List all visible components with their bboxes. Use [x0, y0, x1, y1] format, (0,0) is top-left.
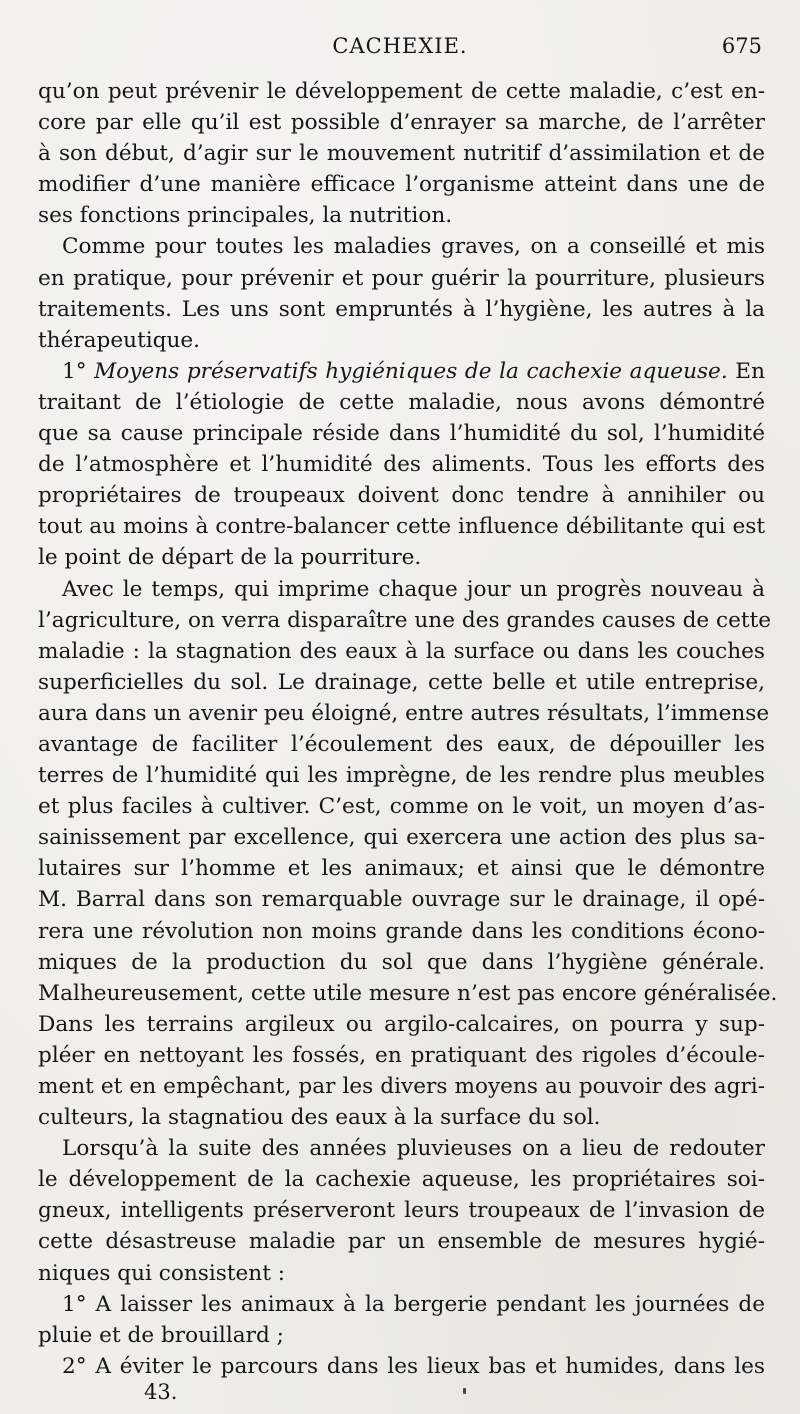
text-line: le point de départ de la pourriture. [38, 545, 422, 571]
text-line: miques de la production du sol que dans l’hygiène générale. [38, 949, 765, 975]
text-line: maladie : la stagnation des eaux à la surface ou dans les couches [38, 638, 765, 664]
text-line: 2° A éviter le parcours dans les lieux bas et humides, dans les [62, 1353, 765, 1379]
page-number: 675 [721, 34, 762, 58]
text-line: modifier d’une manière efficace l’organisme atteint dans une de [38, 172, 765, 198]
text-line: de l’atmosphère et l’humidité des aliments. Tous les efforts des [38, 452, 765, 478]
text-line: terres de l’humidité qui les imprègne, de les rendre plus meubles [38, 763, 765, 789]
text-line: traitant de l’étiologie de cette maladie, nous avons démontré [38, 389, 765, 415]
running-head [38, 34, 762, 64]
text-line: cette désastreuse maladie par un ensemble de mesures hygié- [38, 1229, 765, 1255]
text-line: ses fonctions principales, la nutrition. [38, 203, 453, 229]
text-line: Lorsqu’à la suite des années pluvieuses on a lieu de redouter [62, 1136, 765, 1162]
text-line: le développement de la cachexie aqueuse, les propriétaires soi- [38, 1167, 765, 1193]
text-line-italic: Moyens préservatifs hygiéniques de la cachexie aqueuse. [94, 358, 728, 384]
text-line: que sa cause principale réside dans l’humidité du sol, l’humidité [38, 421, 765, 447]
text-line: l’agriculture, on verra disparaître une des grandes causes de cette [38, 607, 772, 633]
text-line: traitements. Les uns sont empruntés à l’hygiène, les autres à la [38, 296, 765, 322]
text-line-suffix: En [727, 358, 765, 384]
text-line: en pratique, pour prévenir et pour guérir la pourriture, plusieurs [38, 265, 765, 291]
text-line: rera une révolution non moins grande dans les conditions écono- [38, 918, 765, 944]
text-line: gneux, intelligents préserveront leurs troupeaux de l’invasion de [38, 1198, 765, 1224]
text-line: avantage de faciliter l’écoulement des eaux, de dépouiller les [38, 731, 765, 757]
text-line: lutaires sur l’homme et les animaux; et ainsi que le démontre [38, 856, 765, 882]
text-line: thérapeutique. [38, 327, 201, 353]
text-line: Avec le temps, qui imprime chaque jour un progrès nouveau à [62, 576, 765, 602]
text-line: M. Barral dans son remarquable ouvrage sur le drainage, il opé- [38, 887, 765, 913]
text-line: aura dans un avenir peu éloigné, entre autres résultats, l’immense [38, 700, 770, 726]
text-line: pluie et de brouillard ; [38, 1322, 284, 1348]
text-line-prefix: 1° [62, 358, 95, 384]
text-line: ment et en empêchant, par les divers moyens au pouvoir des agri- [38, 1074, 765, 1099]
text-line: Malheureusement, cette utile mesure n’est pas encore généralisée. [38, 980, 778, 1006]
text-line: à son début, d’agir sur le mouvement nutritif d’assimilation et de [38, 141, 765, 167]
text-line: tout au moins à contre-balancer cette influence débilitante qui est [38, 514, 765, 540]
text-line: et plus faciles à cultiver. C’est, comme on le voit, un moyen d’as- [38, 794, 765, 820]
text-line: superficielles du sol. Le drainage, cette belle et utile entreprise, [38, 669, 765, 695]
text-line: niques qui consistent : [38, 1260, 286, 1286]
text-line: core par elle qu’il est possible d’enrayer sa marche, de l’arrêter [38, 110, 765, 136]
text-line: propriétaires de troupeaux doivent donc tendre à annihiler ou [38, 483, 765, 509]
body-text [38, 76, 778, 1382]
text-line: sainissement par excellence, qui exercera une action des plus sa- [38, 825, 765, 851]
running-title: CACHEXIE. [332, 34, 468, 58]
signature-mark: 43. [144, 1380, 178, 1404]
text-line: qu’on peut prévenir le développement de cette maladie, c’est en- [38, 79, 765, 104]
text-line [38, 356, 765, 387]
text-line: culteurs, la stagnatiou des eaux à la surface du sol. [38, 1105, 601, 1131]
text-line: Dans les terrains argileux ou argilo-calcaires, on pourra y sup- [38, 1011, 765, 1037]
text-line: 1° A laisser les animaux à la bergerie pendant les journées de [62, 1291, 765, 1317]
text-line: Comme pour toutes les maladies graves, on a conseillé et mis [62, 234, 765, 260]
ink-speck [463, 1388, 466, 1394]
text-line: pléer en nettoyant les fossés, en pratiquant des rigoles d’écoule- [38, 1042, 765, 1068]
